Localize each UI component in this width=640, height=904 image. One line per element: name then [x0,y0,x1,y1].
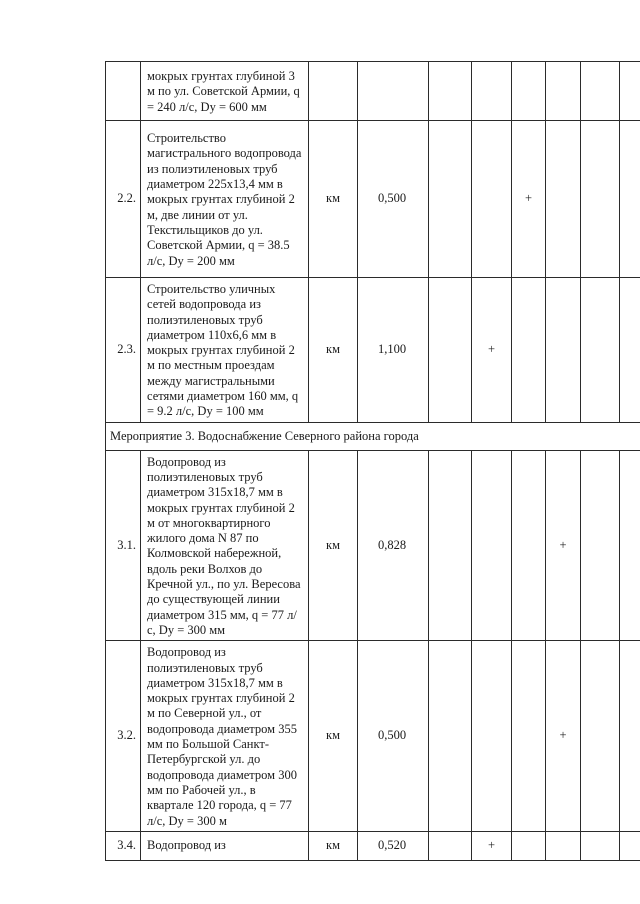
row-unit: км [309,450,358,641]
row-mark: + [546,450,581,641]
row-mark [546,62,581,121]
row-mark [512,62,546,121]
row-quantity: 0,520 [358,831,429,860]
row-mark [581,278,620,423]
row-mark [472,450,512,641]
row-unit: км [309,121,358,278]
row-mark: + [472,831,512,860]
row-description: Водопровод из полиэтиленовых труб диаметром 315x18,7 мм в мокрых грунтах глубиной 2 м от многоквартирного жилого дома N 87 по Колмовской набережной, вдоль реки Волхов до Кречной ул., по ул. Вересова до существующей линии диаметром 315 мм, q = 77 л/с, Dy = 300 мм [141,450,309,641]
row-unit: км [309,278,358,423]
row-mark [581,641,620,832]
document-table [105,61,640,861]
row-quantity: 0,828 [358,450,429,641]
row-number: 3.2. [106,641,141,832]
row-mark [512,831,546,860]
row-mark [472,62,512,121]
row-mark [620,450,640,641]
row-mark: + [546,641,581,832]
table-row [106,641,640,832]
row-number: 3.1. [106,450,141,641]
row-description: Строительство уличных сетей водопровода из полиэтиленовых труб диаметром 110x6,6 мм в мокрых грунтах глубиной 2 м по местным проездам между магистральными сетями диаметром 160 мм, q = 9.2 л/с, Dy = 100 мм [141,278,309,423]
row-description: Водопровод из полиэтиленовых труб диаметром 315x18,7 мм в мокрых грунтах глубиной 2 м по Северной ул., от водопровода диаметром 355 мм по Большой Санкт-Петербургской ул. до водопровода диаметром 300 мм по Рабочей ул., в квартале 120 города, q = 77 л/с, Dy = 300 м [141,641,309,832]
row-mark [429,641,472,832]
row-mark [512,278,546,423]
row-mark [581,831,620,860]
row-mark [581,121,620,278]
row-unit: км [309,641,358,832]
row-mark [429,278,472,423]
row-mark [472,641,512,832]
row-mark [620,62,640,121]
section-title: Мероприятие 3. Водоснабжение Северного района города [106,422,640,450]
row-description: Строительство магистрального водопровода из полиэтиленовых труб диаметром 225x13,4 мм в мокрых грунтах глубиной 2 м, две линии от ул. Текстильщиков до ул. Советской Армии, q = 38.5 л/с, Dy = 200 мм [141,121,309,278]
section-row [106,422,640,450]
row-mark [620,121,640,278]
row-mark [472,121,512,278]
row-mark [546,121,581,278]
table-row [106,831,640,860]
row-mark [512,641,546,832]
row-number [106,62,141,121]
row-mark: + [472,278,512,423]
row-mark [429,450,472,641]
row-description: Водопровод из [141,831,309,860]
row-mark [620,641,640,832]
row-mark [620,831,640,860]
table-row [106,450,640,641]
row-mark [429,62,472,121]
row-mark [546,278,581,423]
table-row [106,121,640,278]
row-quantity: 0,500 [358,121,429,278]
row-quantity: 0,500 [358,641,429,832]
row-quantity: 1,100 [358,278,429,423]
row-number: 2.2. [106,121,141,278]
row-number: 3.4. [106,831,141,860]
row-mark: + [512,121,546,278]
row-description: мокрых грунтах глубиной 3 м по ул. Советской Армии, q = 240 л/с, Dy = 600 мм [141,62,309,121]
row-mark [512,450,546,641]
row-unit [309,62,358,121]
table-row [106,278,640,423]
row-unit: км [309,831,358,860]
row-mark [429,831,472,860]
row-mark [581,450,620,641]
row-mark [546,831,581,860]
table-row [106,62,640,121]
row-mark [620,278,640,423]
row-mark [429,121,472,278]
row-number: 2.3. [106,278,141,423]
row-quantity [358,62,429,121]
row-mark [581,62,620,121]
